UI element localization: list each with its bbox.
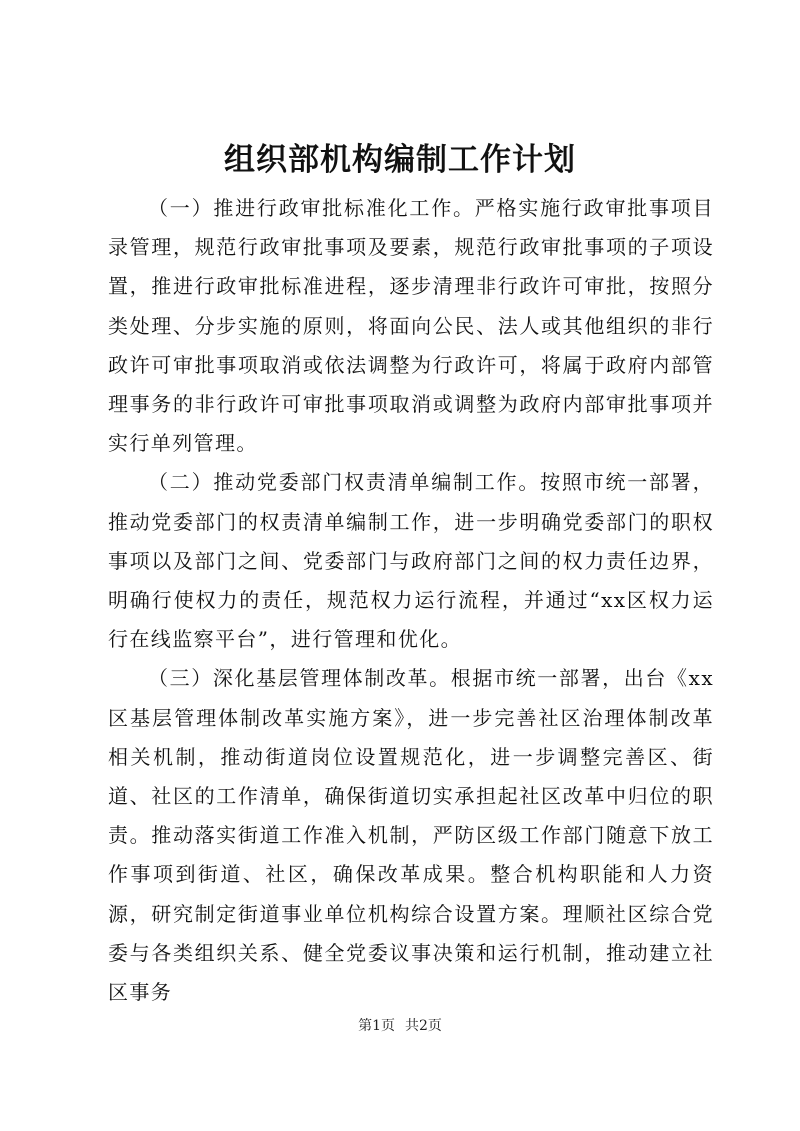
- document-body: [108, 189, 714, 1012]
- page-footer: [0, 1016, 800, 1036]
- paragraph-3: （三）深化基层管理体制改革。根据市统一部署，出台《xx区基层管理体制改革实施方案》，进一步完善社区治理体制改革相关机制，推动街道岗位设置规范化，进一步调整完善区、街道、社区的工作清单，确保街道切实承担起社区改革中归位的职责。推动落实街道工作准入机制，严防区级工作部门随意下放工作事项到街道、社区，确保改革成果。整合机构职能和人力资源，研究制定街道事业单位机构综合设置方案。理顺社区综合党委与各类组织关系、健全党委议事决策和运行机制，推动建立社区事务: [108, 666, 714, 1005]
- document-title: 组织部机构编制工作计划: [224, 142, 576, 178]
- paragraph-2: （二）推动党委部门权责清单编制工作。按照市统一部署，推动党委部门的权责清单编制工作，进一步明确党委部门的职权事项以及部门之间、党委部门与政府部门之间的权力责任边界，明确行使权力的责任，规范权力运行流程，并通过“xx区权力运行在线监察平台”，进行管理和优化。: [108, 470, 714, 652]
- page-total: 共2页: [405, 1018, 442, 1034]
- paragraph-1: （一）推进行政审批标准化工作。严格实施行政审批事项目录管理，规范行政审批事项及要素，规范行政审批事项的子项设置，推进行政审批标准进程，逐步清理非行政许可审批，按照分类处理、分步实施的原则，将面向公民、法人或其他组织的非行政许可审批事项取消或依法调整为行政许可，将属于政府内部管理事务的非行政许可审批事项取消或调整为政府内部审批事项并实行单列管理。: [108, 196, 714, 456]
- page-number: 第1页: [358, 1018, 395, 1034]
